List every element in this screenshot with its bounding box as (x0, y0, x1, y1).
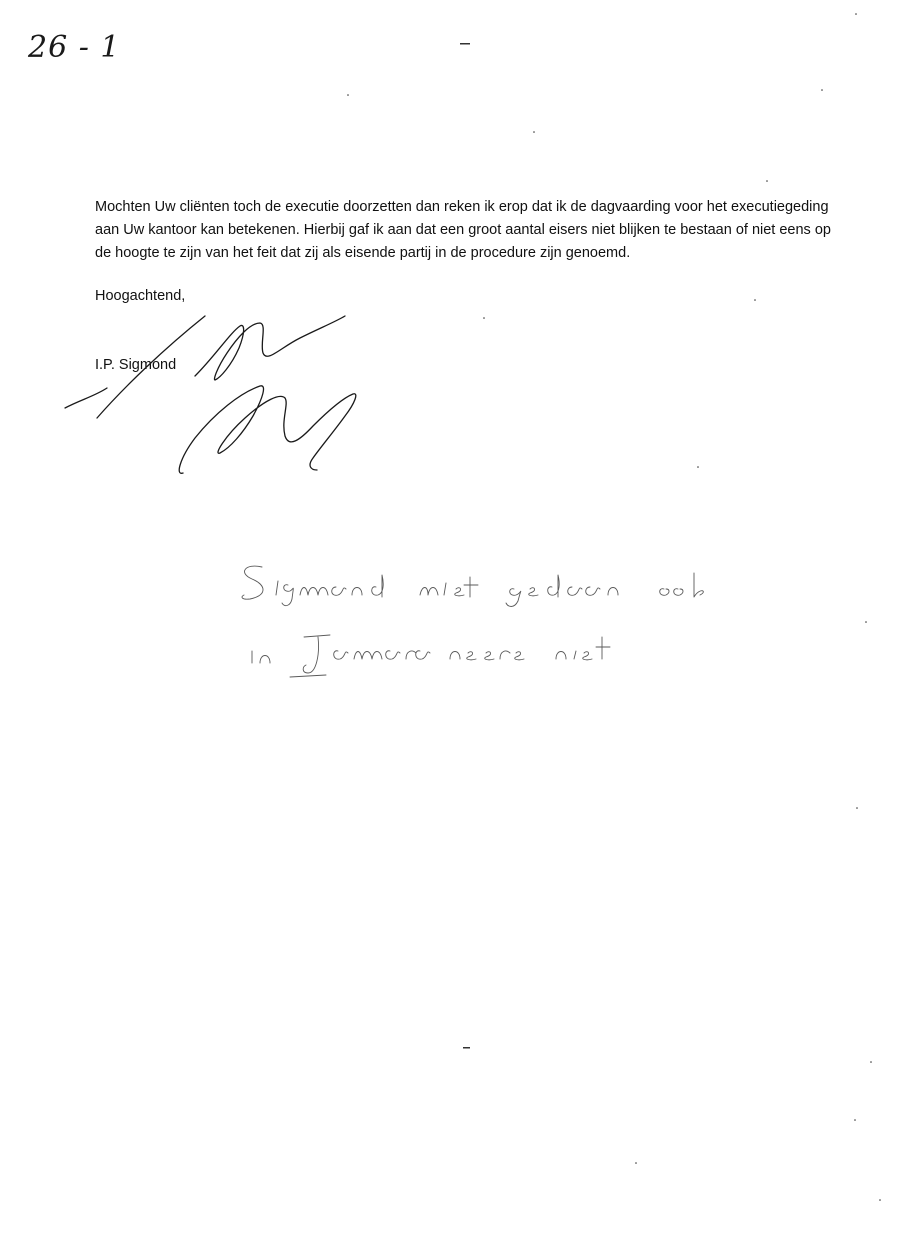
closing-salutation: Hoogachtend, (95, 288, 186, 304)
letter-paragraph: Mochten Uw cliënten toch de executie doorzetten dan reken ik erop dat ik de dagvaarding voor het executiegeding aan Uw kantoor kan betekenen. Hierbij gaf ik aan dat een groot aantal eisers niet blijken te bestaan of niet eens op de hoogte te zijn van het feit dat zij als eisende partij in de procedure zijn genoemd. (95, 199, 831, 261)
handwritten-page-number: 26 - 1 (28, 30, 121, 65)
signer-name: I.P. Sigmond (95, 357, 177, 373)
handwritten-signature (55, 308, 375, 483)
handwritten-annotation (230, 555, 730, 690)
